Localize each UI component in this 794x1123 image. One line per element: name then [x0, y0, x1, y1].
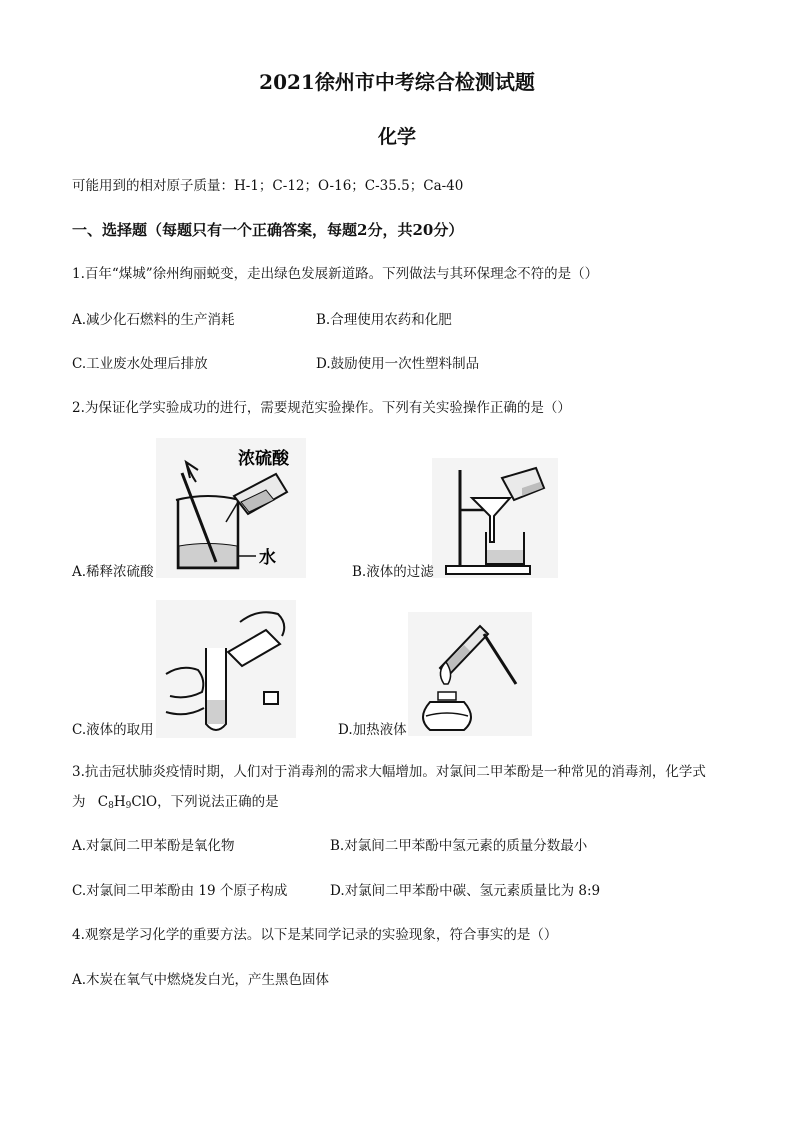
q1-option-b: B.合理使用农药和化肥: [316, 312, 452, 328]
figure-filtration: [432, 458, 558, 578]
atomic-masses-note: 可能用到的相对原子质量：H-1；C-12；O-16；C-35.5；Ca-40: [72, 178, 464, 194]
question-4-stem: 4.观察是学习化学的重要方法。以下是某同学记录的实验现象，符合事实的是（）: [72, 927, 558, 943]
q4-option-a: A.木炭在氧气中燃烧发白光，产生黑色固体: [72, 972, 330, 988]
figure-liquid-pouring: [156, 600, 296, 738]
figure-dilute-acid: [156, 438, 306, 578]
question-3-stem-line2: [72, 796, 279, 811]
question-3-stem-line1: 3.抗击冠状肺炎疫情时期，人们对于消毒剂的需求大幅增加。对氯间二甲苯酚是一种常见的消毒剂，化学式: [72, 764, 706, 780]
q3-suffix: ，下列说法正确的是: [157, 794, 279, 810]
question-1-stem: 1.百年“煤城”徐州绚丽蜕变，走出绿色发展新道路。下列做法与其环保理念不符的是（）: [72, 266, 599, 282]
q1-option-a: A.减少化石燃料的生产消耗: [72, 312, 235, 328]
q3-option-b: B.对氯间二甲苯酚中氢元素的质量分数最小: [330, 838, 588, 854]
q2-option-d: D.加热液体: [338, 722, 407, 738]
q2-option-b: B.液体的过滤: [352, 564, 434, 580]
q2-option-c: C.液体的取用: [72, 722, 154, 738]
section-heading: 一、选择题（每题只有一个正确答案，每题2分，共20分）: [72, 221, 464, 239]
exam-title: 2021徐州市中考综合检测试题: [259, 70, 535, 94]
q3-option-d: D.对氯间二甲苯酚中碳、氢元素质量比为 8:9: [330, 883, 601, 899]
subject-title: 化学: [377, 126, 416, 148]
q1-option-d: D.鼓励使用一次性塑料制品: [316, 356, 480, 372]
q3-prefix: 为: [72, 794, 86, 810]
label-water: 水: [259, 548, 276, 568]
label-concentrated-acid: 浓硫酸: [238, 449, 289, 469]
q1-option-c: C.工业废水处理后排放: [72, 356, 208, 372]
chemical-formula: $C_8H_9ClO$: [97, 794, 158, 811]
q3-option-a: A.对氯间二甲苯酚是氧化物: [72, 838, 235, 854]
q2-option-a: A.稀释浓硫酸: [72, 564, 154, 580]
q3-option-c: C.对氯间二甲苯酚由 19 个原子构成: [72, 883, 288, 899]
figure-heating-liquid: [408, 612, 532, 736]
question-2-stem: 2.为保证化学实验成功的进行，需要规范实验操作。下列有关实验操作正确的是（）: [72, 400, 571, 416]
